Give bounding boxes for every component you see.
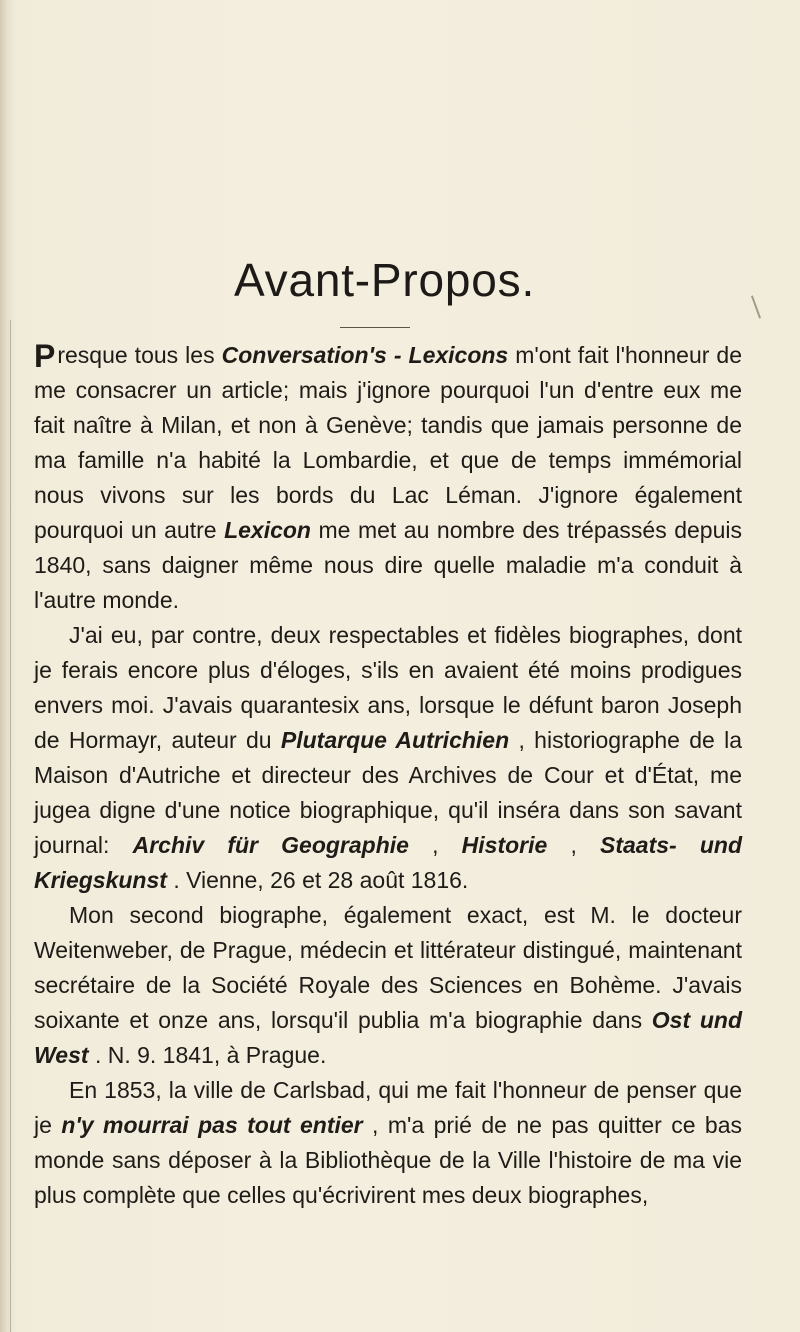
- page-gutter: [0, 0, 16, 1332]
- paragraph-1-text-1: resque tous les: [57, 342, 222, 368]
- paragraph-1-text-2: m'ont fait l'honneur de me consacrer un article; mais j'ignore pourquoi l'un d'entre eux me fait naître à Milan, et non à Genève; tandis que jamais personne de ma famille n'a habité la Lombardie, et que de temps immémorial nous vivons sur les bords du Lac Léman. J'ignore également pourquoi un autre: [34, 342, 742, 543]
- body-text: [34, 338, 742, 1213]
- paragraph-4: [34, 1073, 742, 1213]
- paragraph-2-text-1: J'ai eu, par contre, deux respectables et fidèles biographes, dont je ferais encore plus d'éloges, s'ils en avaient été moins prodigues envers moi. J'avais quarantesix ans, lorsque le défunt baron Joseph de Hormayr, auteur du: [34, 622, 742, 753]
- paragraph-1-emphasis-2: Lexicon: [224, 517, 311, 543]
- chapter-title: Avant-Propos.: [234, 254, 536, 306]
- paragraph-3-text-1: Mon second biographe, également exact, est M. le docteur Weitenweber, de Prague, médecin et littérateur distingué, maintenant secrétaire de la Société Royale des Sciences en Bohème. J'avais soixante et onze ans, lorsqu'il publia m'a biographie dans: [34, 902, 742, 1033]
- paragraph-2-emphasis-3: Historie: [461, 832, 548, 858]
- paragraph-2-emphasis-4: Staats- und Kriegskunst: [34, 832, 742, 893]
- title-rule: [340, 327, 410, 328]
- paragraph-2-text-4: ,: [570, 832, 600, 858]
- paragraph-1: [34, 338, 742, 618]
- scan-mark: [751, 295, 761, 318]
- paragraph-4-text-1: En 1853, la ville de Carlsbad, qui me fait l'honneur de penser que je: [34, 1077, 742, 1138]
- paragraph-3-emphasis-1: Ost und West: [34, 1007, 742, 1068]
- paragraph-3: [34, 898, 742, 1073]
- drop-cap: P: [34, 338, 56, 374]
- paragraph-4-text-2: , m'a prié de ne pas quitter ce bas monde sans déposer à la Bibliothèque de la Ville l'histoire de ma vie plus complète que celles qu'écrivirent mes deux biographes,: [34, 1112, 743, 1208]
- paragraph-2-emphasis-2: Archiv für Geographie: [132, 832, 409, 858]
- paragraph-2-emphasis-1: Plutarque Autrichien: [280, 727, 510, 753]
- paragraph-4-emphasis-1: n'y mourrai pas tout entier: [61, 1112, 363, 1138]
- paragraph-3-text-2: . N. 9. 1841, à Prague.: [94, 1042, 327, 1068]
- binding-line: [10, 320, 11, 1332]
- paragraph-2-text-2: , historiographe de la Maison d'Autriche et directeur des Archives de Cour et d'État, me jugea digne d'une notice biographique, qu'il inséra dans son savant journal:: [34, 727, 743, 858]
- paragraph-1-text-3: me met au nombre des trépassés depuis 1840, sans daigner même nous dire quelle maladie m'a conduit à l'autre monde.: [34, 517, 742, 613]
- paragraph-2-text-5: . Vienne, 26 et 28 août 1816.: [173, 867, 469, 893]
- paragraph-2: [34, 618, 742, 898]
- paragraph-1-emphasis-1: Conversation's - Lexicons: [221, 342, 509, 368]
- paragraph-2-text-3: ,: [432, 832, 462, 858]
